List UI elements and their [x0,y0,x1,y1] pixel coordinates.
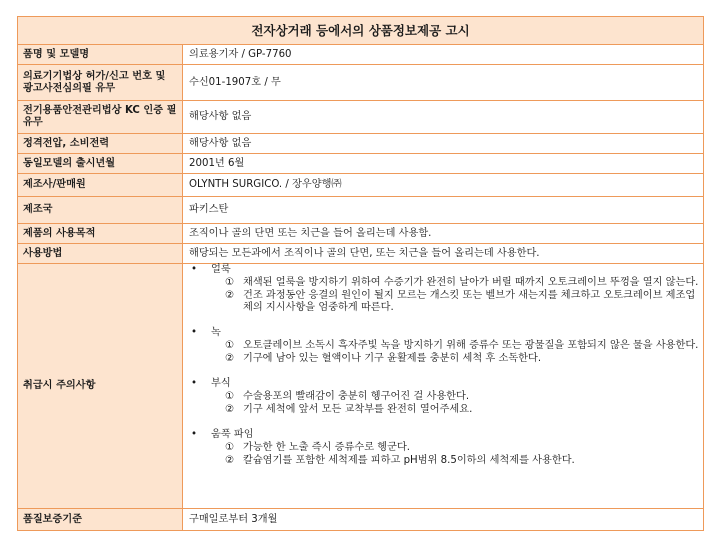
row-label-purpose: 제품의 사용목적 [18,224,183,244]
row-value-country: 파키스탄 [183,197,704,224]
row-value-release-date: 2001년 6월 [183,154,704,174]
precaution-group-title: 부식 [211,378,231,389]
row-value-warranty: 구매일로부터 3개월 [183,509,704,531]
precautions-content [183,264,704,509]
table-row [18,134,704,154]
table-row [18,174,704,197]
table-row [18,154,704,174]
row-value-product-name: 의료용기자 / GP-7760 [183,45,704,65]
row-value-purpose: 조직이나 골의 단면 또는 치근을 들어 올리는데 사용함. [183,224,704,244]
precaution-group-title: 녹 [211,327,221,338]
row-label-permit-number: 의료기기법상 허가/신고 번호 및 광고사전심의필 유무 [18,65,183,101]
row-value-kc-cert: 해당사항 없음 [183,101,704,134]
row-label-manufacturer: 제조사/판매원 [18,174,183,197]
table-row [18,264,704,509]
row-label-precautions: 취급시 주의사항 [18,264,183,509]
list-item: ② 기구 세척에 앞서 모든 교착부를 완전히 열어주세요. [225,404,473,415]
row-label-warranty: 품질보증기준 [18,509,183,531]
list-item: ② 건조 과정동안 응결의 원인이 될지 모르는 개스킷 또는 벨브가 새는지를 체크하고 오토크레이브 제조업체의 지시사항을 엄중하게 따른다. [225,290,696,313]
table-row [18,65,704,101]
row-label-release-date: 동일모델의 출시년월 [18,154,183,174]
row-value-manufacturer: OLYNTH SURGICO. / 장우양행㈜ [183,174,704,197]
precaution-group-stain: • 얼룩 ① 채색된 얼룩을 방지하기 위하여 수증기가 완전히 날아가 버릴 때까지 오토크레이브 뚜껑을 열지 않는다. ② 건조 과정동안 응결의 원인이 될지 모르는 개스킷 또는 벨브가 새는지를 체크하고 오토크레이브 제조업체의 지시사항을 엄중하게 따른다. [191,264,699,313]
row-value-permit-number: 수신01-1907호 / 무 [183,65,704,101]
row-label-usage: 사용방법 [18,244,183,264]
list-item: ② 기구에 남아 있는 혈액이나 기구 윤활제를 충분히 세척 후 소독한다. [225,353,542,364]
precaution-group-rust: • 녹 ① 오토클레이브 소독시 흑자주빛 녹을 방지하기 위해 증류수 또는 광물질을 포함되지 않은 물을 사용한다. ② 기구에 남아 있는 혈액이나 기구 윤활제를 충분히 세척 후 소독한다. [191,327,699,364]
table-row [18,197,704,224]
precaution-group-title: 움푹 파임 [211,429,254,440]
list-item: ① 수술용포의 빨래감이 충분히 헹구어진 걸 사용한다. [225,391,470,402]
precaution-group-title: 얼룩 [211,264,231,275]
row-label-country: 제조국 [18,197,183,224]
list-item: ② 칼슘염기를 포함한 세척제를 피하고 pH범위 8.5이하의 세척제를 사용한다. [225,455,575,466]
list-item: ① 가능한 한 노출 즉시 증류수로 헹군다. [225,442,411,453]
precaution-group-corrosion: • 부식 ① 수술용포의 빨래감이 충분히 헹구어진 걸 사용한다. ② 기구 세척에 앞서 모든 교착부를 완전히 열어주세요. [189,378,699,416]
product-info-notice [17,16,703,531]
row-label-product-name: 품명 및 모델명 [18,45,183,65]
table-row [18,224,704,244]
list-item: ① 오토클레이브 소독시 흑자주빛 녹을 방지하기 위해 증류수 또는 광물질을 포함되지 않은 물을 사용한다. [225,340,699,351]
precaution-group-pitting: • 움푹 파임 ① 가능한 한 노출 즉시 증류수로 헹군다. ② 칼슘염기를 포함한 세척제를 피하고 pH범위 8.5이하의 세척제를 사용한다. [189,429,699,467]
table-row [18,45,704,65]
list-item: ① 채색된 얼룩을 방지하기 위하여 수증기가 완전히 날아가 버릴 때까지 오토크레이브 뚜껑을 열지 않는다. [225,277,699,288]
row-label-voltage: 정격전압, 소비전력 [18,134,183,154]
row-label-kc-cert: 전기용품안전관리법상 KC 인증 필 유무 [18,101,183,134]
table-row [18,509,704,531]
table-row [18,101,704,134]
notice-title: 전자상거래 등에서의 상품정보제공 고시 [18,17,704,45]
table-row [18,244,704,264]
product-info-table [17,16,704,531]
row-value-usage: 해당되는 모든과에서 조직이나 골의 단면, 또는 치근을 들어 올리는데 사용한다. [183,244,704,264]
row-value-voltage: 해당사항 없음 [183,134,704,154]
